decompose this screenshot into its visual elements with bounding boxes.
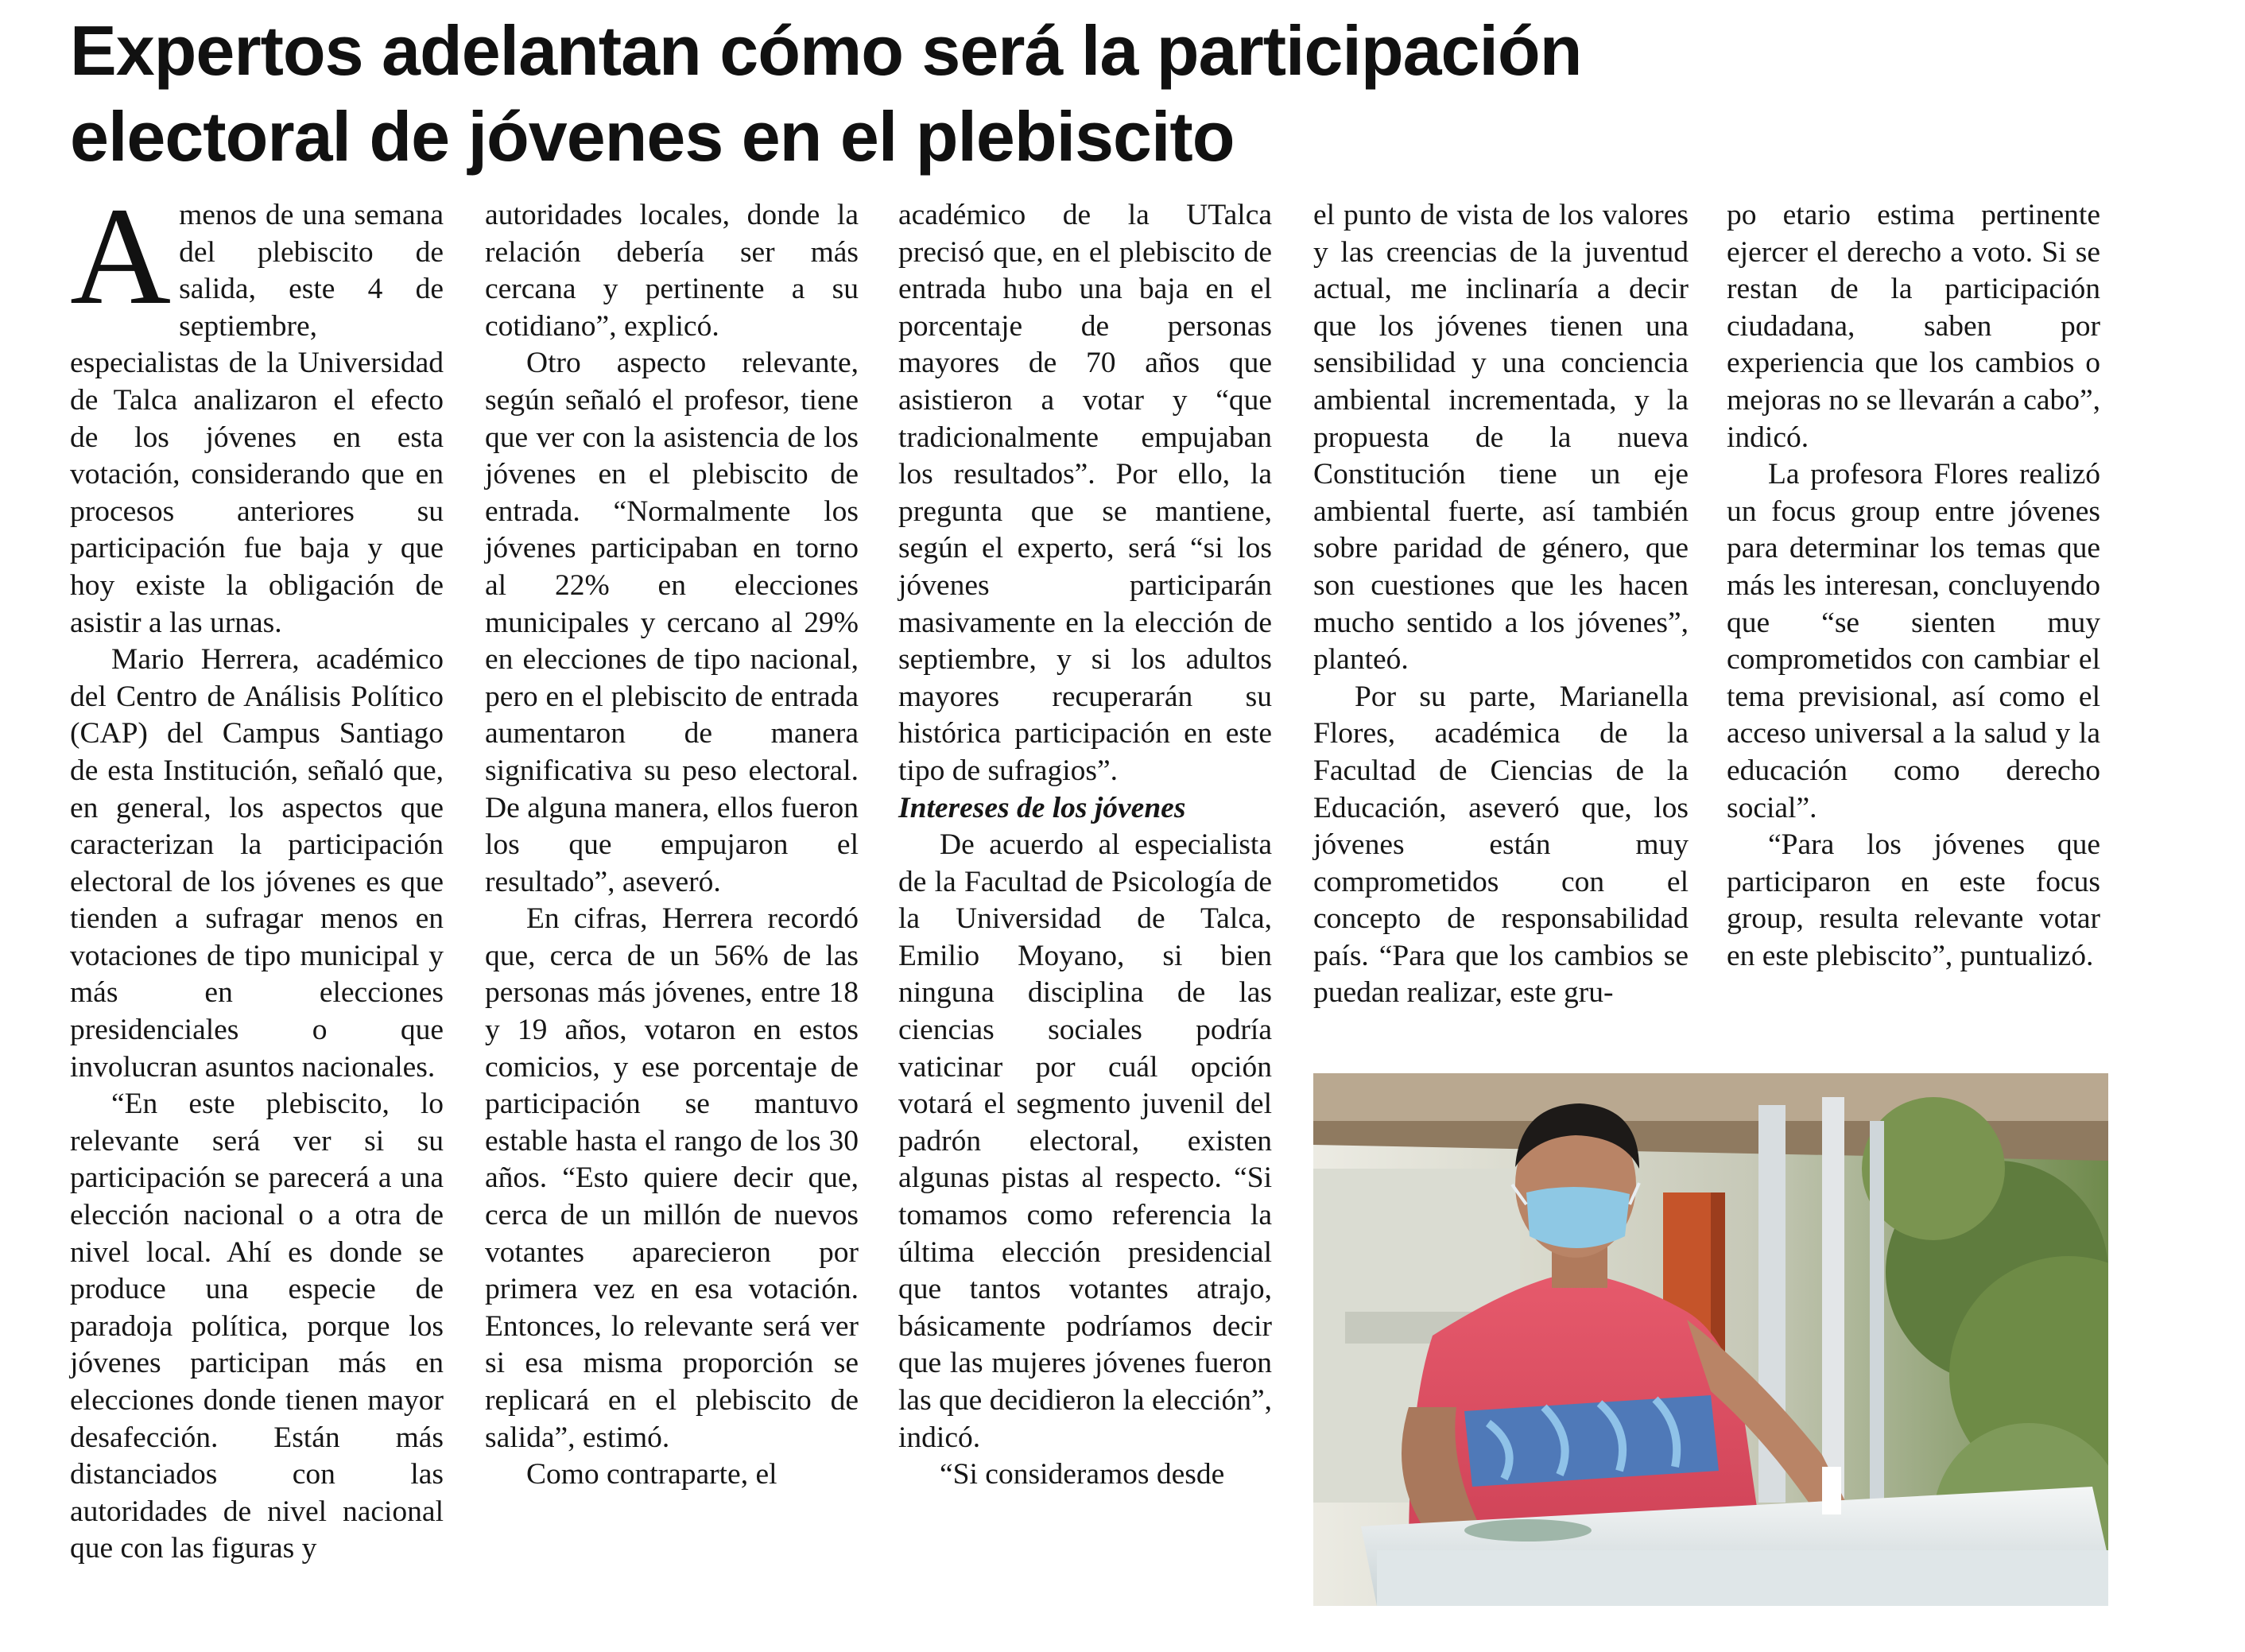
article-paragraph: La profesora Flores realizó un focus group entre jóvenes para determinar los temas que más les interesan, concluyendo que “se sienten muy comprometidos con cambiar el tema previsional, así como el acceso universal a la salud y la educación como derecho social”. xyxy=(1727,458,2100,824)
column-1 xyxy=(70,179,444,1568)
column-4 xyxy=(1313,197,1689,1012)
section-subheading: Intereses de los jóvenes xyxy=(898,791,1186,824)
drop-cap: A xyxy=(70,179,172,334)
article-paragraph: En cifras, Herrera recordó que, cerca de un 56% de las personas más jóvenes, entre 18 y 19 años, votaron en estos comicios, y ese porcentaje de participación se mantuvo estable hasta el rango de los 30 años. “Esto quiere decir que, cerca de un millón de nuevos votantes aparecieron por primera vez en esa votación. Entonces, lo relevante será ver si esa misma proporción se replicará en el plebiscito de salida”, estimó. xyxy=(485,902,859,1454)
article-paragraph: Por su parte, Marianella Flores, académica de la Facultad de Ciencias de la Educación, aseveró que, los jóvenes están muy comprometidos con el concepto de responsabilidad país. “Para que los cambios se puedan realizar, este gru- xyxy=(1313,680,1689,1010)
article-paragraph: “En este plebiscito, lo relevante será ver si su participación se parecerá a una elección nacional o a otra de nivel local. Ahí es donde se produce una especie de paradoja política, porque los jóvenes participan más en elecciones donde tienen mayor desafección. Están más distanciados con las autoridades de nivel nacional que con las figuras y xyxy=(70,1088,444,1565)
headline-line-1: Expertos adelantan cómo será la participación xyxy=(70,11,1582,90)
article-paragraph: Otro aspecto relevante, según señaló el profesor, tiene que ver con la asistencia de los jóvenes en el plebiscito de entrada. “Normalmente los jóvenes participaban en torno al 22% en elecciones municipales y cercano al 29% en elecciones de tipo nacional, pero en el plebiscito de entrada aumentaron de manera significativa su peso electoral. De alguna manera, ellos fueron los que empujaron el resultado”, aseveró. xyxy=(485,347,859,898)
headline-line-2: electoral de jóvenes en el plebiscito xyxy=(70,97,1235,176)
article-paragraph: autoridades locales, donde la relación debería ser más cercana y pertinente a su cotidiano”, explicó. xyxy=(485,199,859,343)
article-paragraph: De acuerdo al especialista de la Facultad de Psicología de la Universidad de Talca, Emilio Moyano, si bien ninguna disciplina de las ciencias sociales podría vaticinar por cuál opción votará el segmento juvenil del padrón electoral, existen algunas pistas al respecto. “Si tomamos como referencia la última elección presidencial que tantos votantes atrajo, básicamente podríamos decir que las mujeres jóvenes fueron las que decidieron la elección”, indicó. xyxy=(898,828,1272,1454)
article-paragraph: Mario Herrera, académico del Centro de Análisis Político (CAP) del Campus Santiago de esta Institución, señaló que, en general, los aspectos que caracterizan la participación electoral de los jóvenes es que tienden a sufragar menos en votaciones de tipo municipal y más en elecciones presidenciales o que involucran asuntos nacionales. xyxy=(70,643,444,1084)
article-paragraph: el punto de vista de los valores y las creencias de la juventud actual, me inclinaría a decir que los jóvenes tienen una sensibilidad y una conciencia ambiental incrementada, y la propuesta de la nueva Constitución tiene un eje ambiental fuerte, así también sobre paridad de género, que son cuestiones que les hacen mucho sentido a los jóvenes”, planteó. xyxy=(1313,199,1689,677)
article-paragraph: académico de la UTalca precisó que, en el plebiscito de entrada hubo una baja en el porcentaje de personas mayores de 70 años que asistieron a votar y “que tradicionalmente empujaban los resultados”. Por ello, la pregunta que se mantiene, según el experto, será “si los jóvenes participarán masivamente en la elección de septiembre, y si los adultos mayores recuperarán su histórica participación en este tipo de sufragios”. xyxy=(898,199,1272,787)
article-paragraph: “Si consideramos desde xyxy=(940,1458,1225,1491)
article-photo xyxy=(1313,1073,2108,1606)
article-paragraph: Amenos de una semana del plebiscito de salida, este 4 de septiembre, especialistas de la Universidad de Talca analizaron el efecto de los jóvenes en esta votación, considerando que en procesos anteriores su participación fue baja y que hoy existe la obligación de asistir a las urnas. xyxy=(70,179,444,639)
column-2 xyxy=(485,197,859,1494)
article-paragraph: “Para los jóvenes que participaron en este focus group, resulta relevante votar en este plebiscito”, puntualizó. xyxy=(1727,828,2100,972)
column-3 xyxy=(898,197,1272,1494)
article-paragraph: po etario estima pertinente ejercer el derecho a voto. Si se restan de la participación ciudadana, saben por experiencia que los cambios o mejoras no se llevarán a cabo”, indicó. xyxy=(1727,199,2100,454)
headline xyxy=(70,8,2177,180)
column-5 xyxy=(1727,197,2100,975)
article-paragraph: Como contraparte, el xyxy=(526,1458,777,1491)
